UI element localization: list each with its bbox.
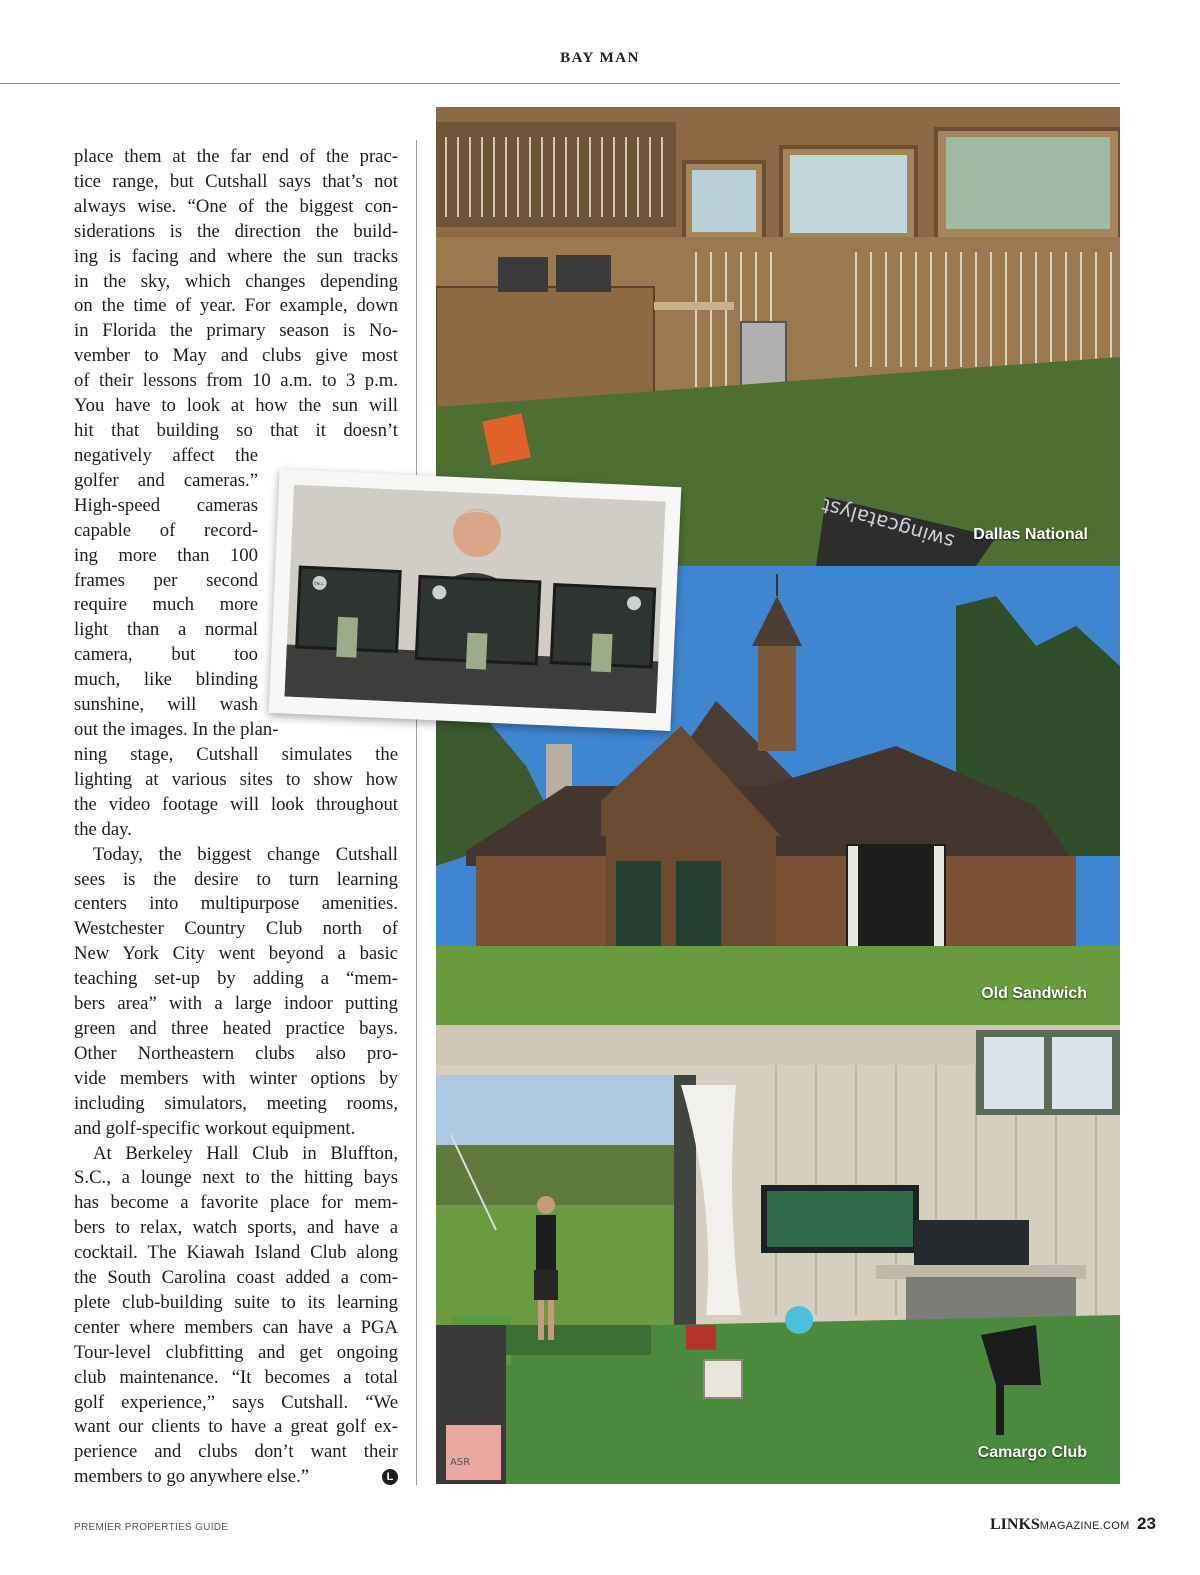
footer-publication: PREMIER PROPERTIES GUIDE — [74, 1522, 229, 1533]
column-rule — [416, 140, 417, 1485]
text-line: green and three heated practice bays. — [74, 1017, 398, 1039]
text-line: place them at the far end of the prac- — [74, 146, 398, 167]
text-line: golf experience,” says Cutshall. “We — [74, 1391, 398, 1413]
text-line: ing more than 100 — [74, 544, 258, 566]
text-line: Today, the biggest change Cutshall — [93, 843, 398, 865]
text-line: ing is facing and where the sun tracks — [74, 245, 398, 267]
text-line: in Florida the primary season is No- — [74, 320, 398, 342]
inset-portrait-illustration — [284, 485, 665, 714]
text-line: out the images. In the plan- — [74, 719, 279, 740]
inset-photo-frame — [269, 469, 682, 731]
camargo-club-illustration — [436, 1025, 1120, 1484]
text-line: plete club-building suite to its learning — [74, 1291, 398, 1313]
text-line: the video footage will look throughout — [74, 793, 398, 815]
photo-caption-dallas: Dallas National — [973, 526, 1088, 543]
monitor-brand-label: DELL — [313, 580, 324, 587]
text-line: always wise. “One of the biggest con- — [74, 195, 398, 217]
text-line: New York City went beyond a basic — [74, 943, 398, 965]
text-line — [74, 1117, 398, 1142]
text-line: lighting at various sites to show how — [74, 768, 398, 790]
text-line: vember to May and clubs give most — [74, 345, 398, 367]
text-line: golfer and cameras.” — [74, 469, 258, 491]
text-line-content: the day. — [74, 818, 132, 840]
text-line: in the sky, which changes depending — [74, 270, 398, 292]
text-line: of their lessons from 10 a.m. to 3 p.m. — [74, 370, 398, 392]
text-line: Westchester Country Club north of — [74, 918, 398, 940]
footer-brand-bold: LINKS — [990, 1516, 1040, 1533]
text-line: Other Northeastern clubs also pro- — [74, 1042, 398, 1064]
page-number: 23 — [1137, 1514, 1156, 1533]
article-text-medium — [74, 718, 304, 743]
text-line: require much more — [74, 594, 258, 616]
article-text-bottom — [74, 743, 398, 1490]
golf-bag-text: ASR — [450, 1457, 471, 1468]
text-line: negatively affect the — [74, 445, 258, 466]
text-line-content: members to go anywhere else.” — [74, 1466, 310, 1488]
end-mark-icon: L — [382, 1469, 398, 1485]
text-line — [74, 1465, 398, 1490]
text-line: High-speed cameras — [74, 494, 258, 516]
text-line: club maintenance. “It becomes a total — [74, 1366, 398, 1388]
text-line: center where members can have a PGA — [74, 1316, 398, 1338]
text-line: has become a favorite place for mem- — [74, 1192, 398, 1214]
text-line: including simulators, meeting rooms, — [74, 1092, 398, 1114]
text-line: Tour-level clubfitting and get ongoing — [74, 1341, 398, 1363]
text-line: siderations is the direction the build- — [74, 220, 398, 242]
footer-brand-rest: MAGAZINE.COM — [1039, 1520, 1130, 1532]
text-line: vide members with winter options by — [74, 1067, 398, 1089]
text-line: camera, but too — [74, 644, 258, 666]
text-line — [74, 818, 398, 843]
text-line: sees is the desire to turn learning — [74, 868, 398, 890]
text-line: You have to look at how the sun will — [74, 395, 398, 417]
header-rule — [0, 83, 1120, 84]
text-line: tice range, but Cutshall says that’s not — [74, 170, 398, 192]
article-text-narrow — [74, 444, 258, 718]
text-line: sunshine, will wash — [74, 694, 258, 716]
photo-caption-camargo: Camargo Club — [977, 1444, 1087, 1461]
text-line: the South Carolina coast added a com- — [74, 1267, 398, 1289]
section-header: BAY MAN — [560, 50, 640, 66]
text-line: want our clients to have a great golf ex- — [74, 1416, 398, 1438]
text-line: light than a normal — [74, 619, 258, 641]
text-line-content: and golf-specific workout equipment. — [74, 1117, 356, 1139]
text-line: centers into multipurpose amenities. — [74, 893, 398, 915]
text-line: frames per second — [74, 569, 258, 591]
text-line: on the time of year. For example, down — [74, 295, 398, 317]
swing-catalyst-mat-text: swingcatalyst — [818, 493, 957, 555]
text-line: ning stage, Cutshall simulates the — [74, 744, 398, 765]
text-line: At Berkeley Hall Club in Bluffton, — [93, 1142, 398, 1164]
photo-camargo-club — [436, 1025, 1120, 1484]
footer-brand — [990, 1516, 1130, 1534]
text-line: cocktail. The Kiawah Island Club along — [74, 1242, 398, 1264]
text-line: hit that building so that it doesn’t — [74, 419, 398, 441]
text-line: perience and clubs don’t want their — [74, 1441, 398, 1463]
text-line: teaching set-up by adding a “mem- — [74, 968, 398, 990]
text-line: capable of record- — [74, 519, 258, 541]
text-line: much, like blinding — [74, 669, 258, 691]
text-line: bers area” with a large indoor putting — [74, 993, 398, 1015]
article-text-top — [74, 145, 398, 444]
text-line: bers to relax, watch sports, and have a — [74, 1217, 398, 1239]
photo-caption-old-sandwich: Old Sandwich — [981, 985, 1087, 1002]
text-line: S.C., a lounge next to the hitting bays — [74, 1167, 398, 1189]
